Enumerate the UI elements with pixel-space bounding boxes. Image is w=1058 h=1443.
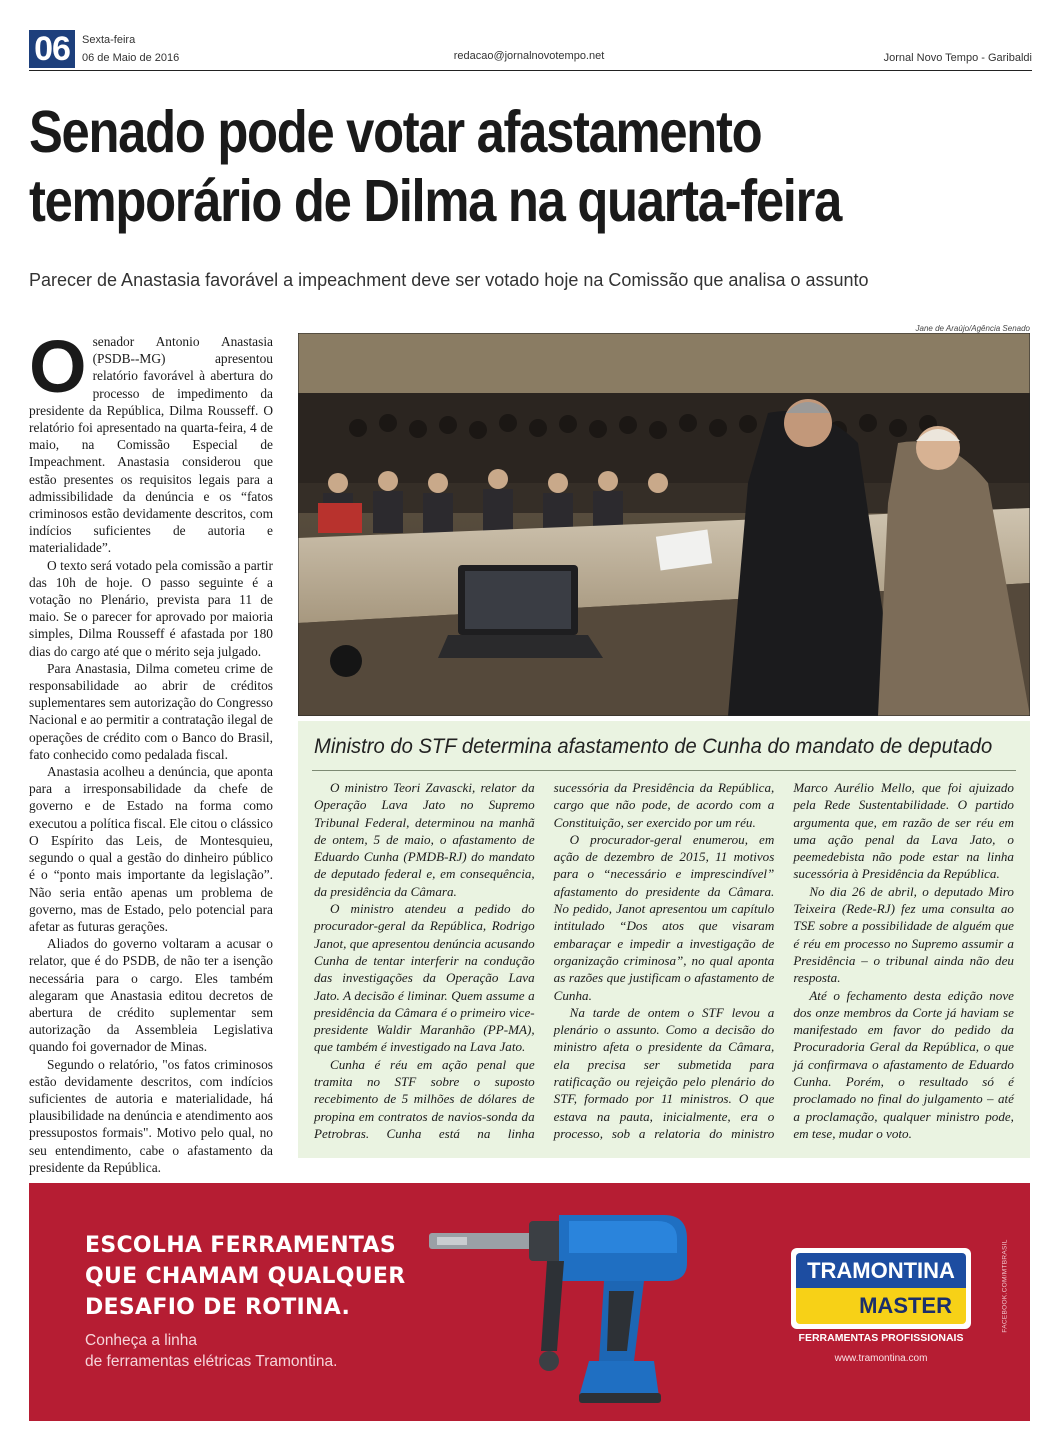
ad-subtext-line: Conheça a linha [85, 1332, 198, 1349]
header-date: 06 de Maio de 2016 [82, 52, 180, 64]
tramontina-logo [791, 1248, 971, 1329]
box-body [314, 779, 1014, 1151]
drill-icon [429, 1201, 699, 1416]
box-paragraph: O ministro atendeu a pedido do procurador-geral da República, Rodrigo Janot, que apresentou denúncia acusando Cunha de tentar interferir na condução das investigações da Operação Lava Jato. A decisão é liminar. Quem assume a presidência da Câmara é o primeiro vice-presidente Waldir Maranhão (PP-MA), que também é investigado na Lava Jato. [314, 901, 535, 1055]
box-paragraph: O ministro Teori Zavascki, relator da Operação Lava Jato no Supremo Tribunal Federal, determinou na manhã de ontem, 5 de maio, o afastamento de Eduardo Cunha (PMDB-RJ) do mandato de deputado federal e, em consequência, da presidência da Câmara. [314, 780, 535, 899]
box-paragraph: No dia 26 de abril, o deputado Miro Teixeira (Rede-RJ) fez uma consulta ao TSE sobre a possibilidade de alguém que é réu em processo no Supremo assumir a Presidência – o tribunal ainda não deu resposta. [793, 883, 1014, 986]
box-rule [312, 770, 1016, 771]
logo-brand-top: TRAMONTINA [796, 1253, 966, 1288]
header-rule [29, 70, 1032, 71]
ad-subtext-line: de ferramentas elétricas Tramontina. [85, 1353, 338, 1370]
header-day: Sexta-feira [82, 34, 136, 46]
box-paragraph: Até o fechamento desta edição nove dos onze membros da Corte já haviam se manifestado em favor do pedido da Procuradoria Geral da República, o que já confirmava o afastamento de Eduardo Cunha. Porém, o resultado só é proclamado no final do julgamento – até a proclamação, qualquer ministro pode, em tese, mudar o voto. [793, 987, 1014, 1141]
ad-facebook-label: FACEBOOK.COM/MTBRASIL [1001, 1239, 1009, 1333]
ad-headline-line: QUE CHAMAM QUALQUER [85, 1264, 406, 1289]
article-paragraph: Segundo o relatório, "os fatos criminosos estão devidamente descritos, com indícios suficientes de autoria e materialidade, há plausibilidade na denúncia e atendimento aos pressupostos formais". Motivo pelo qual, no seu entendimento, cabe o afastamento da presidente da República. [29, 1056, 273, 1175]
ad-url: www.tramontina.com [834, 1353, 928, 1364]
article-paragraph: Para Anastasia, Dilma cometeu crime de responsabilidade ao abrir de créditos suplementares sem autorização do Congresso Nacional e ao permitir a contratação ilegal de operações de crédito com o Banco do Brasil, fato conhecido como pedalada fiscal. [29, 660, 273, 762]
senate-hearing-photo [298, 333, 1030, 716]
ad-subtext [85, 1330, 337, 1372]
ad-headline-line: DESAFIO DE ROTINA. [85, 1295, 351, 1320]
related-story-box [298, 721, 1030, 1158]
headline [29, 98, 889, 236]
headline-line-2: temporário de Dilma na quarta-feira [29, 168, 842, 234]
photo-credit: Jane de Araújo/Agência Senado [915, 324, 1030, 333]
headline-line-1: Senado pode votar afastamento [29, 99, 762, 165]
logo-brand-bottom: MASTER [796, 1288, 966, 1324]
header-email: redacao@jornalnovotempo.net [453, 50, 605, 62]
deck-subtitle: Parecer de Anastasia favorável a impeachment deve ser votado hoje na Comissão que analisa o assunto [29, 270, 869, 290]
box-paragraph: Cunha é réu em ação penal que tramita no STF sobre o suposto recebimento de 5 milhões de dólares de propina em contratos de navios-sonda da Petrobras. Cunha está na linha sucessória da Presidência da República, cargo que não pode, de acordo com a Constituição, ser exercido por um réu. [314, 780, 775, 1141]
header-newspaper-name: Jornal Novo Tempo - Garibaldi [883, 52, 1032, 64]
tramontina-advertisement [29, 1183, 1030, 1421]
box-paragraph: O procurador-geral enumerou, em ação de dezembro de 2015, 11 motivos para o “necessário e imprescindível” afastamento do presidente da Câmara. No pedido, Janot apresentou um capítulo intitulado “Dos atos que visaram embaraçar e impedir a investigação de organização criminosa”, no qual aponta as razões que justificam o afastamento de Cunha. [553, 831, 775, 1003]
article-paragraph: Anastasia acolheu a denúncia, que aponta para a irresponsabilidade da chefe de governo e de Estado na forma como executou a política fiscal. Ele citou o clássico O Espírito das Leis, de Montesquieu, segundo o qual a gestão do dinheiro público é o “ponto mais importante da legislação”. Não seria então apenas um problema de governo, mas de Estado, pelo potencial para afetar as futuras gerações. [29, 764, 273, 934]
photo-illustration [298, 333, 1030, 716]
box-paragraph: Na tarde de ontem o STF levou a plenário o assunto. Como a decisão do ministro afeta o presidente da Câmara, ela precisa ser submetida para ratificação ou rejeição pelo plenário do STF, formado por 11 ministros. O que estava na pauta, inicialmente, era o processo, sob a relatoria do ministro Marco Aurélio Mello, que foi ajuizado pela Rede Sustentabilidade. O partido argumenta que, em razão de ser réu em uma ação penal da Lava Jato, o peemedebista não pode estar na linha sucessória à Presidência da República. [553, 780, 1014, 1141]
ad-tagline: FERRAMENTAS PROFISSIONAIS [798, 1332, 964, 1344]
article-paragraph: senador Antonio Anastasia (PSDB--MG) apresentou relatório favorável à abertura do processo de impedimento da presidente da República, Dilma Rousseff. O relatório foi apresentado na quarta-feira, 4 de maio, na Comissão Especial de Impeachment. Anastasia considerou que estão presentes os requisitos legais para a admissibilidade da denúncia e os “fatos criminosos estão devidamente descritos, com indícios suficientes de autoria e materialidade”. [29, 334, 273, 556]
article-body [29, 325, 273, 1176]
article-paragraph: Aliados do governo voltaram a acusar o relator, que é do PSDB, de não ter a isenção necessária para o cargo. Eles também alegaram que Anastasia editou decretos de abertura de crédito suplementar sem autorização da Assembleia Legislativa quando foi governador de Minas. [29, 936, 273, 1055]
drop-cap: O [29, 325, 87, 408]
page-number: 06 [29, 30, 75, 68]
article-paragraph: O texto será votado pela comissão a partir das 10h de hoje. O passo seguinte é a votação no Plenário, prevista para 11 de maio. Se o parecer for aprovado por maioria simples, Dilma Rousseff é afastada por 180 dias do cargo até que o mérito seja julgado. [29, 557, 273, 659]
box-title: Ministro do STF determina afastamento de Cunha do mandato de deputado [314, 734, 993, 758]
ad-headline [85, 1230, 405, 1323]
ad-headline-line: ESCOLHA FERRAMENTAS [85, 1233, 397, 1258]
ad-facebook-text [999, 1201, 1011, 1371]
